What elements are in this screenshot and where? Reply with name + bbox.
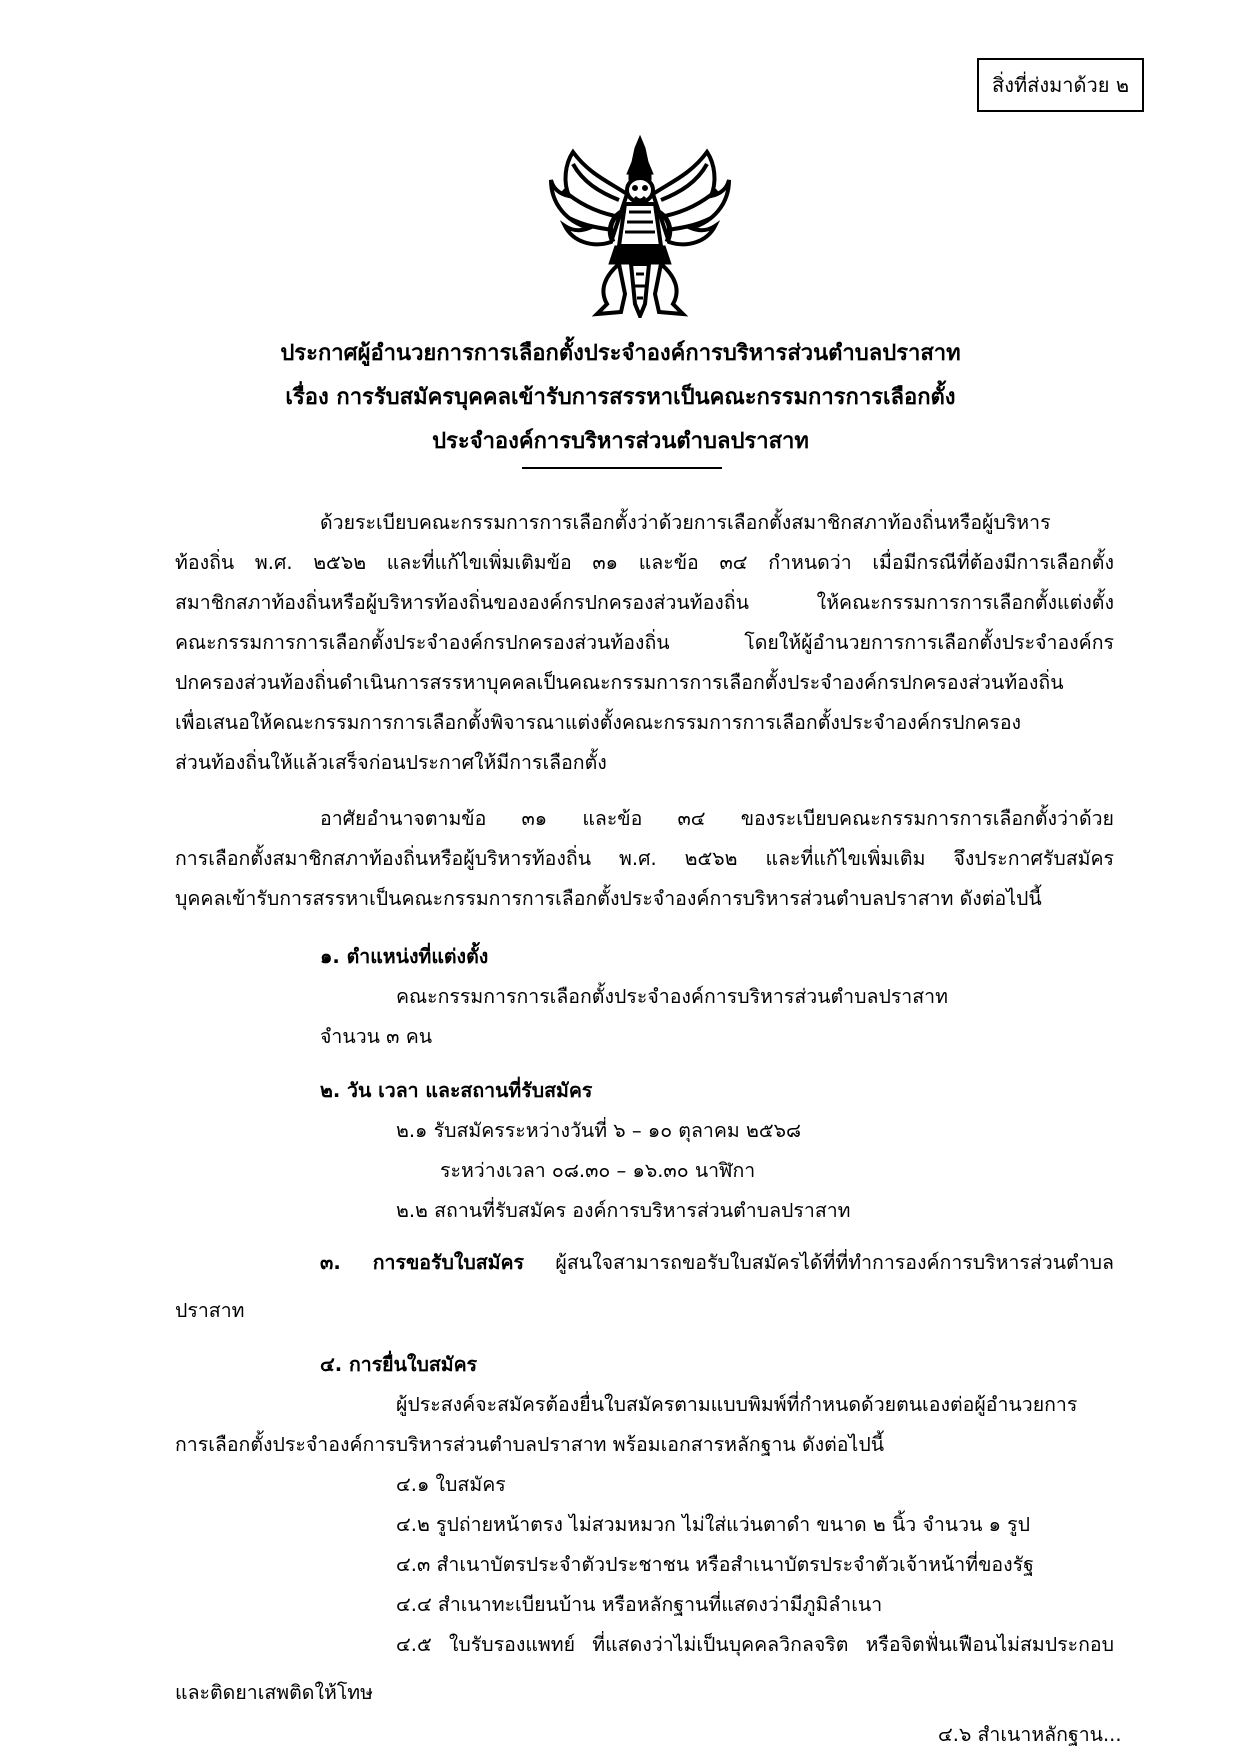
para1-line: ด้วยระเบียบคณะกรรมการการเลือกตั้งว่าด้วยการเลือกตั้งสมาชิกสภาท้องถิ่นหรือผู้บริหาร <box>320 511 1051 534</box>
announcement-subject-cont: ประจำองค์การบริหารส่วนตำบลปราสาท <box>432 429 809 454</box>
section3-text: ผู้สนใจสามารถขอรับใบสมัครได้ที่ที่ทำการองค์การบริหารส่วนตำบล <box>524 1251 1115 1274</box>
garuda-emblem-icon <box>549 134 731 318</box>
para2-line: อาศัยอำนาจตามข้อ ๓๑ และข้อ ๓๔ ของระเบียบคณะกรรมการการเลือกตั้งว่าด้วย <box>320 807 1114 830</box>
para1-line: ส่วนท้องถิ่นให้แล้วเสร็จก่อนประกาศให้มีการเลือกตั้ง <box>175 751 607 774</box>
section1-line: จำนวน ๓ คน <box>320 1025 433 1048</box>
section4-intro: การเลือกตั้งประจำองค์การบริหารส่วนตำบลปราสาท พร้อมเอกสารหลักฐาน ดังต่อไปนี้ <box>175 1433 885 1456</box>
section4-intro: ผู้ประสงค์จะสมัครต้องยื่นใบสมัครตามแบบพิมพ์ที่กำหนดด้วยตนเองต่อผู้อำนวยการ <box>396 1393 1078 1416</box>
title-underline <box>522 467 722 469</box>
announcement-title: ประกาศผู้อำนวยการการเลือกตั้งประจำองค์การบริหารส่วนตำบลปราสาท <box>280 341 961 366</box>
section4-item: ๔.๓ สำเนาบัตรประจำตัวประชาชน หรือสำเนาบัตรประจำตัวเจ้าหน้าที่ของรัฐ <box>396 1553 1034 1576</box>
section4-item: ๔.๔ สำเนาทะเบียนบ้าน หรือหลักฐานที่แสดงว่ามีภูมิลำเนา <box>396 1593 883 1616</box>
section4-item: ๔.๒ รูปถ่ายหน้าตรง ไม่สวมหมวก ไม่ใส่แว่นตาดำ ขนาด ๒ นิ้ว จำนวน ๑ รูป <box>396 1513 1031 1536</box>
para1-line: ท้องถิ่น พ.ศ. ๒๕๖๒ และที่แก้ไขเพิ่มเติมข้อ ๓๑ และข้อ ๓๔ กำหนดว่า เมื่อมีกรณีที่ต้องมีการเลือกตั้ง <box>175 551 1114 574</box>
para1-line: คณะกรรมการการเลือกตั้งประจำองค์กรปกครองส่วนท้องถิ่น โดยให้ผู้อำนวยการการเลือกตั้งประจำองค์กร <box>175 631 1114 654</box>
section3-line <box>320 1250 1114 1276</box>
section1-line: คณะกรรมการการเลือกตั้งประจำองค์การบริหารส่วนตำบลปราสาท <box>396 985 948 1008</box>
section2-line: ๒.๑ รับสมัครระหว่างวันที่ ๖ – ๑๐ ตุลาคม ๒๕๖๘ <box>396 1119 802 1142</box>
announcement-subject: เรื่อง การรับสมัครบุคคลเข้ารับการสรรหาเป็นคณะกรรมการการเลือกตั้ง <box>285 385 956 410</box>
section4-item: ๔.๑ ใบสมัคร <box>396 1473 506 1496</box>
section1-heading: ๑. ตำแหน่งที่แต่งตั้ง <box>320 945 489 968</box>
section4-heading: ๔. การยื่นใบสมัคร <box>320 1353 478 1376</box>
para2-line: การเลือกตั้งสมาชิกสภาท้องถิ่นหรือผู้บริหารท้องถิ่น พ.ศ. ๒๕๖๒ และที่แก้ไขเพิ่มเติม จึงประกาศรับสมัคร <box>175 847 1114 870</box>
section2-line: ระหว่างเวลา ๐๘.๓๐ – ๑๖.๓๐ นาฬิกา <box>440 1159 756 1182</box>
section3-heading: ๓. การขอรับใบสมัคร <box>320 1251 525 1274</box>
para1-line: สมาชิกสภาท้องถิ่นหรือผู้บริหารท้องถิ่นขององค์กรปกครองส่วนท้องถิ่น ให้คณะกรรมการการเลือกตั้งแต่งตั้ง <box>175 591 1114 614</box>
section3-cont: ปราสาท <box>175 1299 245 1322</box>
section4-item-cont: และติดยาเสพติดให้โทษ <box>175 1681 373 1704</box>
next-page-continuation: ๔.๖ สำเนาหลักฐาน... <box>938 1723 1122 1746</box>
section2-heading: ๒. วัน เวลา และสถานที่รับสมัคร <box>320 1079 593 1102</box>
attachment-tag: สิ่งที่ส่งมาด้วย ๒ <box>977 58 1144 112</box>
para1-line: ปกครองส่วนท้องถิ่นดำเนินการสรรหาบุคคลเป็นคณะกรรมการการเลือกตั้งประจำองค์กรปกครองส่วนท้องถิ่น <box>175 671 1064 694</box>
para2-line: บุคคลเข้ารับการสรรหาเป็นคณะกรรมการการเลือกตั้งประจำองค์การบริหารส่วนตำบลปราสาท ดังต่อไปนี้ <box>175 887 1042 910</box>
section2-line: ๒.๒ สถานที่รับสมัคร องค์การบริหารส่วนตำบลปราสาท <box>396 1199 851 1222</box>
section4-item: ๔.๕ ใบรับรองแพทย์ ที่แสดงว่าไม่เป็นบุคคลวิกลจริต หรือจิตฟั่นเฟือนไม่สมประกอบ <box>396 1633 1114 1656</box>
para1-line: เพื่อเสนอให้คณะกรรมการการเลือกตั้งพิจารณาแต่งตั้งคณะกรรมการการเลือกตั้งประจำองค์กรปกครอง <box>175 711 1022 734</box>
